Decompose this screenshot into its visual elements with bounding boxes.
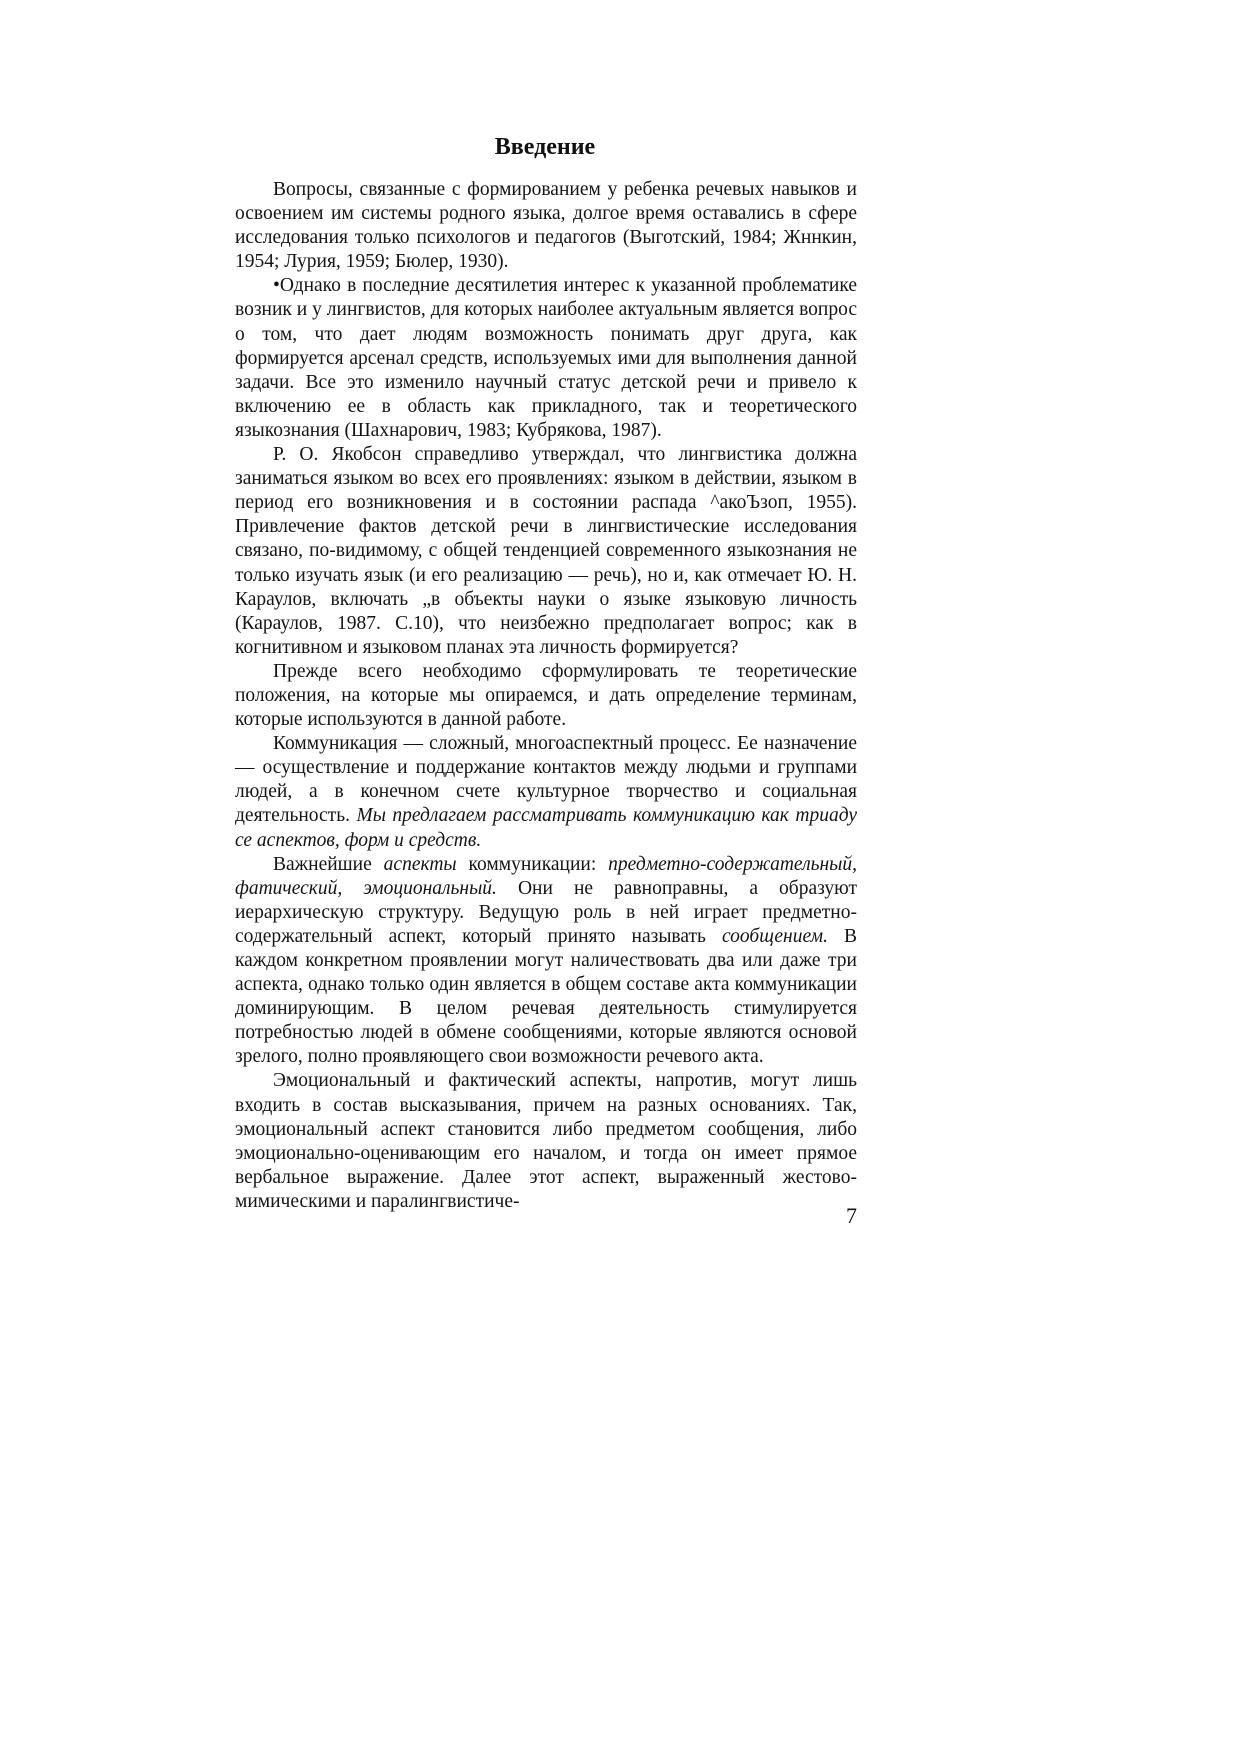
italic-text-run: Мы предлагаем рассматривать коммуникацию как триаду се аспектов, форм и средств. (235, 805, 857, 851)
text-run: Важнейшие (273, 853, 384, 875)
text-run: Коммуникация — сложный, многоаспектный процесс. Ее назначение — осуществление и поддержание контактов между людьми и группами людей, а в конечном счете культурное творчество и социальная деятельность. (235, 733, 857, 827)
paragraph (235, 732, 857, 852)
italic-text-run: аспекты (383, 853, 457, 875)
paragraph (235, 660, 857, 732)
text-run: Прежде всего необходимо сформулировать те теоретические положения, на которые мы опираемся, и дать определение терминам, которые используются в данной работе. (235, 660, 857, 731)
text-run: •Однако в последние десятилетия интерес к указанной проблематике возник и у лингвистов, для которых наиболее актуальным является вопрос о том, что дает людям возможность понимать друг друга, как формируется арсенал средств, используемых ими для выполнения данной задачи. Все это изменило научный статус детской речи и привело к включению ее в область как прикладного, так и теоретического языкознания (Шахнарович, 1983; Кубрякова, 1987). (235, 275, 857, 441)
page-title: Введение (494, 134, 596, 160)
text-run: Эмоциональный и фактический аспекты, напротив, могут лишь входить в состав высказывания, причем на разных основаниях. Так, эмоциональный аспект становится либо предметом сообщения, либо эмоционально-оценивающим его началом, и тогда он имеет прямое вербальное выражение. Далее этот аспект, выраженный жестово-мимическими и паралингвистиче- (235, 1070, 857, 1212)
paragraph (235, 178, 857, 274)
paragraph (235, 853, 857, 1070)
paragraph (235, 443, 857, 660)
text-run: коммуникации: (456, 853, 609, 875)
paragraph (235, 1069, 857, 1214)
text-run: В каждом конкретном проявлении могут наличествовать два или даже три аспекта, однако только один является в общем составе акта коммуникации доминирующим. В целом речевая деятельность стимулируется потребностью людей в обмене сообщениями, которые являются основой зрелого, полно проявляющего свои возможности речевого акта. (235, 925, 857, 1068)
body-text (235, 178, 857, 1214)
page-number: 7 (846, 1203, 857, 1228)
paragraph (235, 274, 857, 443)
italic-text-run: предметно-содержательный, фатический, эмоциональный. (235, 853, 857, 899)
italic-text-run: сообщением. (721, 925, 828, 947)
text-run: Вопросы, связанные с формированием у ребенка речевых навыков и освоением им системы родного языка, долгое время оставались в сфере исследования только психологов и педагогов (Выготский, 1984; Жннкин, 1954; Лурия, 1959; Бюлер, 1930). (235, 179, 857, 273)
text-run: Р. О. Якобсон справедливо утверждал, что лингвистика должна заниматься языком во всех его проявлениях: языком в действии, языком в период его возникновения и в состоянии распада ^акоЪзоп, 1955). Привлечение фактов детской речи в лингвистические исследования связано, по-видимому, с общей тенденцией современного языкознания не только изучать язык (и его реализацию — речь), но и, как отмечает Ю. Н. Караулов, включать „в объекты науки о языке языковую личность (Караулов, 1987. С.10), что неизбежно предполагает вопрос; как в когнитивном и языковом планах эта личность формируется? (235, 444, 857, 658)
text-run: Они не равноправны, а образуют иерархическую структуру. Ведущую роль в ней играет предметно-содержательный аспект, который принято называть (235, 877, 857, 947)
